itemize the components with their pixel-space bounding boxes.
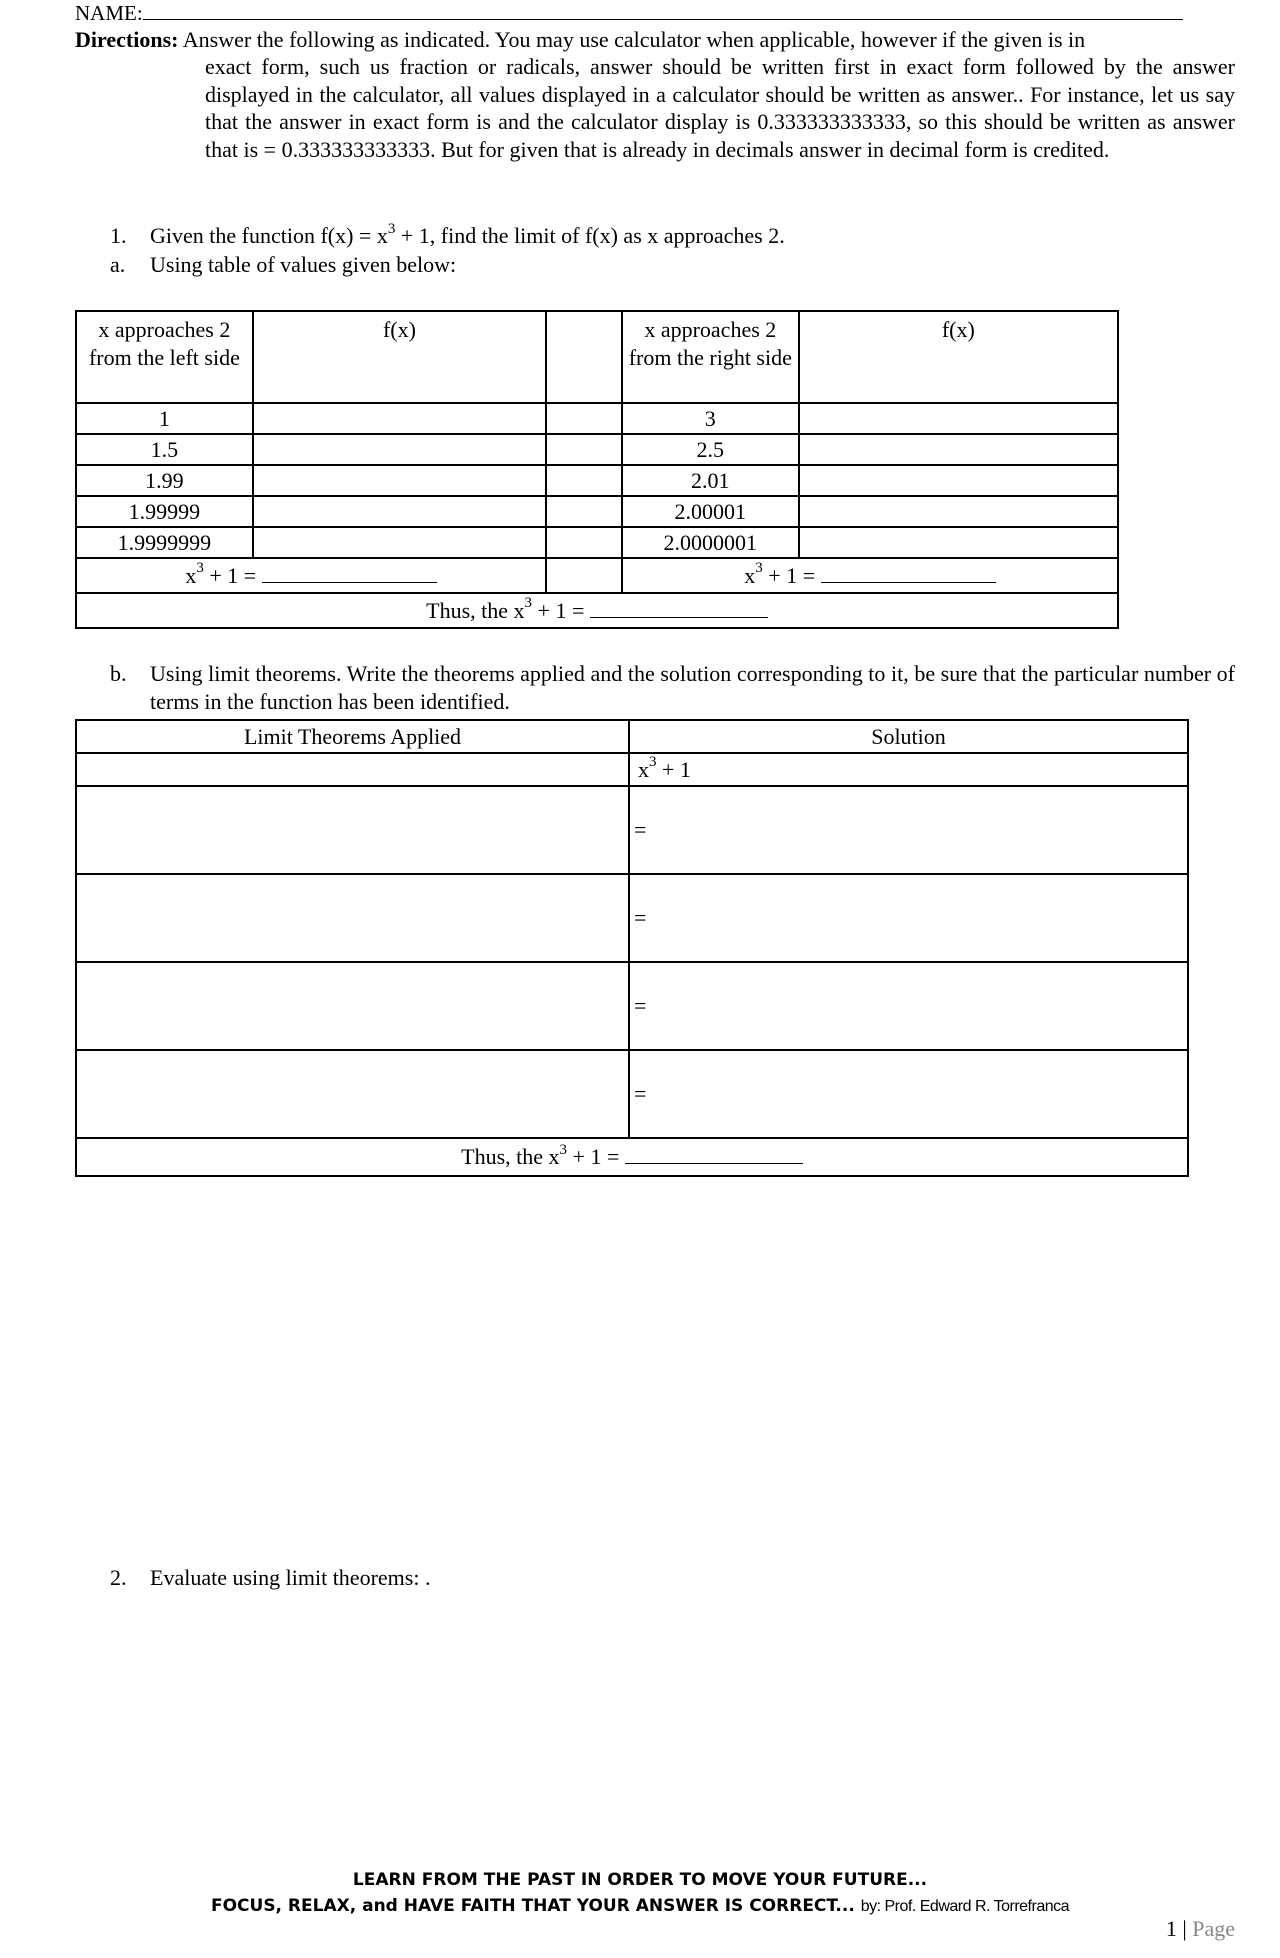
theorem-cell[interactable] <box>76 1050 629 1138</box>
footer <box>0 1867 1280 1920</box>
table-row <box>76 753 1188 786</box>
table-header-row <box>76 720 1188 753</box>
conclusion-cell: Thus, the $x^3 + 1$ = <box>76 593 1118 628</box>
theorem-cell[interactable] <box>76 962 629 1050</box>
right-fx-answer[interactable] <box>799 527 1118 558</box>
conclusion-row <box>76 1138 1188 1176</box>
solution-cell[interactable]: = <box>629 786 1188 874</box>
part-letter: b. <box>110 661 127 686</box>
left-fx-answer[interactable] <box>253 434 546 465</box>
part-text: Using limit theorems. Write the theorems applied and the solution corresponding to it, be sure that the particular number of terms in the function has been identified. <box>150 661 1235 714</box>
question-text-start: Given the function f(x) = x <box>150 223 388 248</box>
right-x-value: 2.00001 <box>622 496 799 527</box>
table-row <box>76 962 1188 1050</box>
fx-header-left: f(x) <box>253 311 546 403</box>
table-row <box>76 1050 1188 1138</box>
table-row <box>76 403 1118 434</box>
right-fx-answer[interactable] <box>799 465 1118 496</box>
part-letter: a. <box>110 252 126 277</box>
left-fx-answer[interactable] <box>253 527 546 558</box>
limit-theorems-table <box>75 719 1189 1177</box>
solution-start-cell: $x^3 + 1$ <box>629 753 1188 786</box>
solution-cell[interactable]: = <box>629 1050 1188 1138</box>
directions-text: exact form, such us fraction or radicals, answer should be written first in exact form followed by the answer displayed in the calculator, all values displayed in a calculator should be written as answer.. For instance, let us say that the answer in exact form is and the calculator display is 0.333333333333, so this should be written as answer that is = 0.333333333333. But for given that is already in decimals answer in decimal form is credited. <box>205 54 1235 162</box>
question-1 <box>110 222 1230 250</box>
question-1a <box>110 251 1230 279</box>
left-fx-answer[interactable] <box>253 465 546 496</box>
footer-motto-line2: FOCUS, RELAX, and HAVE FAITH THAT YOUR ANSWER IS CORRECT... by: Prof. Edward R. Torrefranca <box>210 1896 1070 1916</box>
right-x-value: 2.01 <box>622 465 799 496</box>
table-row <box>76 786 1188 874</box>
left-x-value: 1.99 <box>76 465 253 496</box>
theorems-header: Limit Theorems Applied <box>76 720 629 753</box>
question-text-end: + 1, find the limit of f(x) as x approaches 2. <box>395 223 785 248</box>
limit-expression-row <box>76 558 1118 593</box>
table-row <box>76 874 1188 962</box>
left-x-value: 1.5 <box>76 434 253 465</box>
name-field[interactable] <box>143 3 1183 20</box>
footer-byline: by: Prof. Edward R. Torrefranca <box>860 1898 1070 1915</box>
name-line <box>75 0 1195 26</box>
table-row <box>76 434 1118 465</box>
theorem-cell[interactable] <box>76 786 629 874</box>
question-number: 2. <box>110 1565 127 1590</box>
spacer-cell <box>546 434 622 465</box>
right-limit-cell: $x^3 + 1$ = <box>622 558 1118 593</box>
right-limit-answer[interactable] <box>821 568 996 583</box>
solution-cell[interactable]: = <box>629 962 1188 1050</box>
right-fx-answer[interactable] <box>799 496 1118 527</box>
question-1b <box>110 660 1235 714</box>
spacer-cell <box>546 311 622 403</box>
right-side-header: x approaches 2 from the right side <box>622 311 799 403</box>
table-row <box>76 496 1118 527</box>
right-fx-answer[interactable] <box>799 434 1118 465</box>
page-number: 1 | Page <box>1165 1916 1235 1941</box>
spacer-cell <box>546 558 622 593</box>
spacer-cell <box>546 496 622 527</box>
spacer-cell <box>546 403 622 434</box>
limit-answer-blank[interactable] <box>625 1149 803 1164</box>
left-x-value: 1.99999 <box>76 496 253 527</box>
theorem-cell[interactable] <box>76 874 629 962</box>
directions-label: Directions: <box>75 27 179 52</box>
question-number: 1. <box>110 223 127 248</box>
question-2 <box>110 1564 430 1592</box>
fx-header-right: f(x) <box>799 311 1118 403</box>
table-row <box>76 527 1118 558</box>
left-limit-cell: $x^3 + 1$ = <box>76 558 546 593</box>
left-side-header: x approaches 2 from the left side <box>76 311 253 403</box>
part-text: Using table of values given below: <box>150 252 457 277</box>
left-x-value: 1.9999999 <box>76 527 253 558</box>
theorem-cell[interactable] <box>76 753 629 786</box>
left-fx-answer[interactable] <box>253 403 546 434</box>
table-of-values <box>75 310 1119 629</box>
right-x-value: 2.5 <box>622 434 799 465</box>
directions <box>75 26 1235 162</box>
solution-header: Solution <box>629 720 1188 753</box>
left-fx-answer[interactable] <box>253 496 546 527</box>
spacer-cell <box>546 465 622 496</box>
exponent: 3 <box>387 220 396 237</box>
left-x-value: 1 <box>76 403 253 434</box>
solution-cell[interactable]: = <box>629 874 1188 962</box>
conclusion-cell: Thus, the $x^3 + 1$ = <box>76 1138 1188 1176</box>
directions-line1: Answer the following as indicated. You may use calculator when applicable, however if the given is in <box>182 27 1086 52</box>
conclusion-row <box>76 593 1118 628</box>
right-x-value: 2.0000001 <box>622 527 799 558</box>
limit-answer-blank[interactable] <box>590 603 768 618</box>
right-fx-answer[interactable] <box>799 403 1118 434</box>
question-text: Evaluate using limit theorems: . <box>150 1565 431 1590</box>
spacer-cell <box>546 527 622 558</box>
left-limit-answer[interactable] <box>262 568 437 583</box>
table-header-row <box>76 311 1118 403</box>
right-x-value: 3 <box>622 403 799 434</box>
footer-motto-line1: LEARN FROM THE PAST IN ORDER TO MOVE YOUR FUTURE... <box>352 1870 928 1890</box>
name-label: NAME: <box>75 1 143 25</box>
table-row <box>76 465 1118 496</box>
